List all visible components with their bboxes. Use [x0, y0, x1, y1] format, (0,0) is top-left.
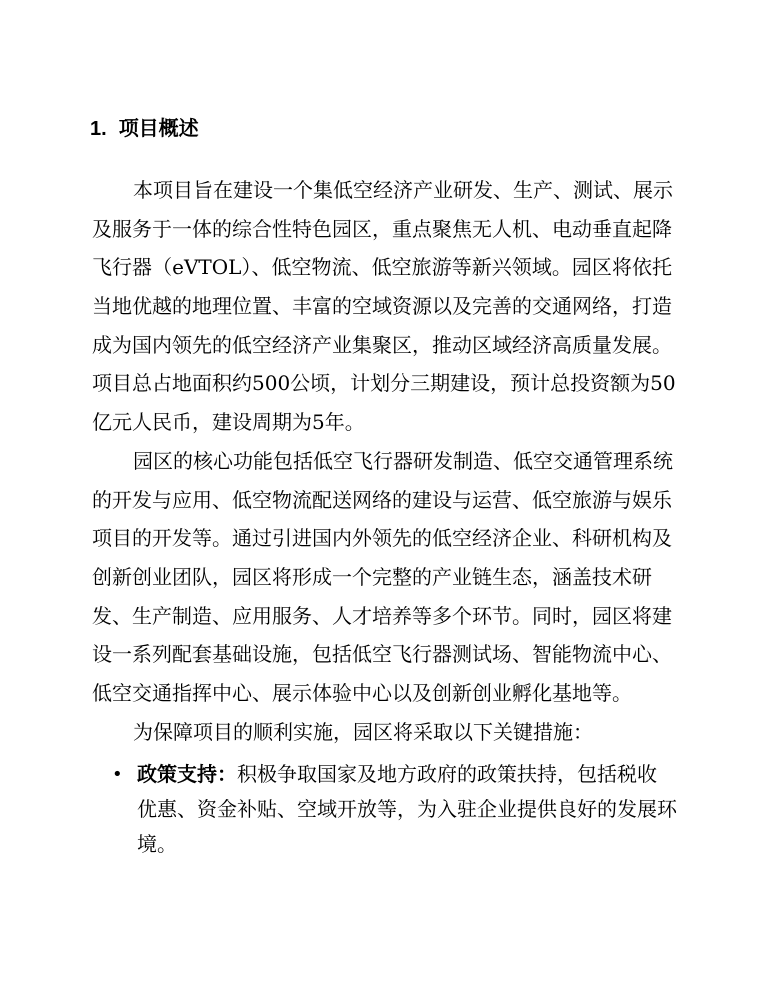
- paragraph-line: 飞行器（eVTOL）、低空物流、低空旅游等新兴领域。园区将依托: [92, 255, 672, 280]
- bullet-line: 优惠、资金补贴、空域开放等，为入驻企业提供良好的发展环: [137, 797, 677, 822]
- bullet-item-policy-support: [92, 757, 677, 862]
- paragraph-line: 项目总占地面积约500公顷，计划分三期建设，预计总投资额为50: [92, 371, 676, 396]
- paragraph-line: 低空交通指挥中心、展示体验中心以及创新创业孵化基地等。: [92, 680, 632, 705]
- section-body: [92, 171, 677, 862]
- paragraph-line: 为保障项目的顺利实施，园区将采取以下关键措施：: [133, 719, 593, 744]
- bullet-line: [137, 757, 672, 792]
- paragraph-line: 创新创业团队，园区将形成一个完整的产业链生态，涵盖技术研: [92, 564, 652, 589]
- section-title: 项目概述: [118, 116, 199, 140]
- paragraph-line: 及服务于一体的综合性特色园区，重点聚焦无人机、电动垂直起降: [92, 216, 672, 241]
- bullet-term: 政策支持：: [137, 762, 237, 787]
- paragraph-overview: [92, 171, 676, 442]
- bullet-list: [92, 757, 677, 862]
- paragraph-line: 项目的开发等。通过引进国内外领先的低空经济企业、科研机构及: [92, 526, 672, 551]
- section-heading: [90, 114, 199, 142]
- paragraph-core-functions: [92, 442, 672, 713]
- paragraph-line: 本项目旨在建设一个集低空经济产业研发、生产、测试、展示: [133, 178, 673, 202]
- paragraph-line: 园区的核心功能包括低空飞行器研发制造、低空交通管理系统: [133, 448, 673, 473]
- paragraph-line: 设一系列配套基础设施，包括低空飞行器测试场、智能物流中心、: [92, 642, 672, 667]
- bullet-line: 境。: [137, 832, 177, 857]
- paragraph-line: 成为国内领先的低空经济产业集聚区，推动区域经济高质量发展。: [92, 332, 672, 357]
- paragraph-line: 发、生产制造、应用服务、人才培养等多个环节。同时，园区将建: [92, 603, 672, 628]
- paragraph-line: 的开发与应用、低空物流配送网络的建设与运营、低空旅游与娱乐: [92, 487, 672, 512]
- bullet-text: 积极争取国家及地方政府的政策扶持，包括税收: [237, 762, 657, 787]
- section-number: 1.: [90, 118, 107, 140]
- paragraph-line: 亿元人民币，建设周期为5年。: [92, 410, 365, 435]
- bullet-marker: •: [112, 764, 123, 786]
- paragraph-measures-intro: [92, 713, 672, 752]
- paragraph-line: 当地优越的地理位置、丰富的空域资源以及完善的交通网络，打造: [92, 294, 672, 319]
